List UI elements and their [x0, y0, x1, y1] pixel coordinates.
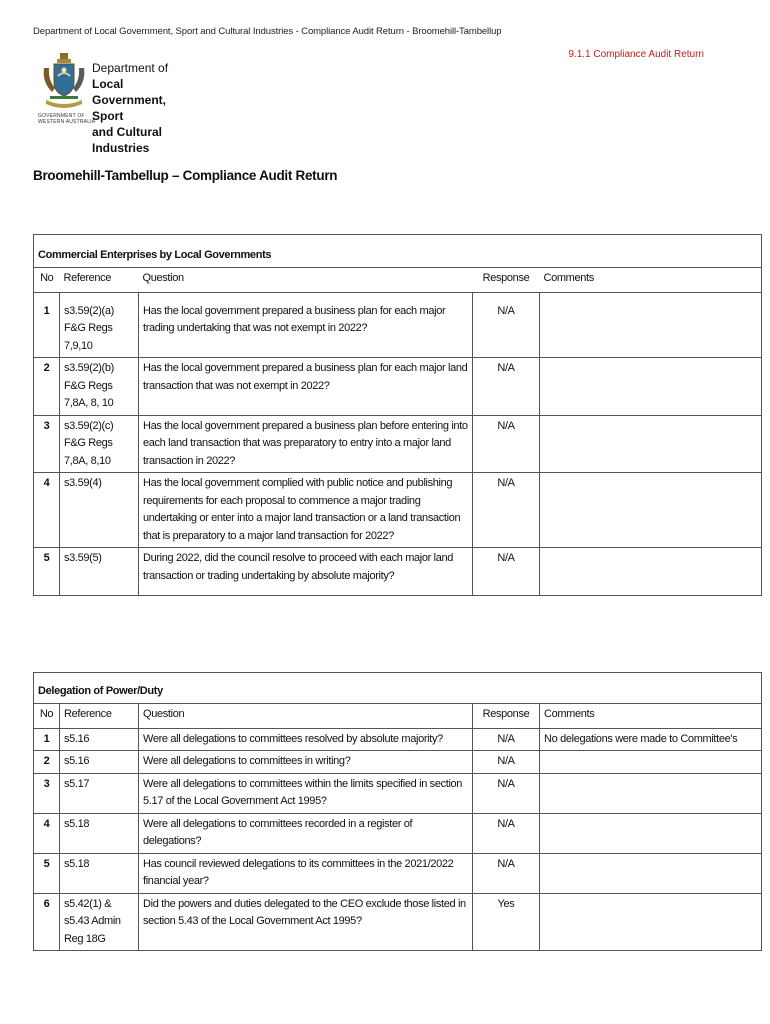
row-no: 3: [34, 415, 60, 473]
col-response: Response: [473, 267, 540, 292]
row-comments: [540, 853, 762, 893]
row-question: Has the local government prepared a business plan for each major trading undertaking that was not exempt in 2022?: [139, 292, 473, 358]
row-no: 4: [34, 813, 60, 853]
row-reference: s5.16: [60, 728, 139, 751]
row-comments: [540, 813, 762, 853]
department-name: [92, 60, 198, 156]
row-response: N/A: [473, 773, 540, 813]
row-no: 3: [34, 773, 60, 813]
table-row: [34, 751, 762, 774]
row-question: Were all delegations to committees within the limits specified in section 5.17 of the Local Government Act 1995?: [139, 773, 473, 813]
col-question: Question: [139, 703, 473, 728]
government-label-line1: GOVERNMENT OF: [38, 113, 85, 119]
row-reference: s5.42(1) & s5.43 Admin Reg 18G: [60, 893, 139, 951]
delegation-table: [33, 672, 762, 951]
row-reference: s5.16: [60, 751, 139, 774]
row-response: N/A: [473, 415, 540, 473]
row-question: During 2022, did the council resolve to proceed with each major land transaction or trading undertaking by absolute majority?: [139, 548, 473, 596]
section-header: [34, 235, 762, 268]
row-question: Did the powers and duties delegated to the CEO exclude those listed in section 5.43 of the Local Government Act 1995?: [139, 893, 473, 951]
government-label: [38, 113, 95, 125]
row-response: N/A: [473, 358, 540, 416]
row-reference: s5.18: [60, 853, 139, 893]
row-comments: [540, 358, 762, 416]
government-label-line2: WESTERN AUSTRALIA: [38, 119, 96, 125]
row-reference: s3.59(2)(c) F&G Regs 7,8A, 8,10: [60, 415, 139, 473]
row-no: 1: [34, 728, 60, 751]
row-reference: s5.17: [60, 773, 139, 813]
row-response: N/A: [473, 473, 540, 548]
document-title: Broomehill-Tambellup – Compliance Audit Return: [33, 168, 338, 183]
row-comments: [540, 292, 762, 358]
section-header: [34, 673, 762, 704]
row-comments: [540, 773, 762, 813]
row-reference: s3.59(2)(b) F&G Regs 7,8A, 8, 10: [60, 358, 139, 416]
row-no: 6: [34, 893, 60, 951]
coat-of-arms-icon: [40, 52, 88, 112]
row-no: 1: [34, 292, 60, 358]
section-title: Commercial Enterprises by Local Governments: [34, 235, 762, 268]
row-reference: s3.59(5): [60, 548, 139, 596]
row-question: Were all delegations to committees recorded in a register of delegations?: [139, 813, 473, 853]
department-name-line2: Local Government, Sport: [92, 77, 167, 123]
row-comments: [540, 751, 762, 774]
row-response: N/A: [473, 292, 540, 358]
running-head: Department of Local Government, Sport and Cultural Industries - Compliance Audit Return - Broomehill-Tambellup: [33, 26, 502, 37]
row-response: Yes: [473, 893, 540, 951]
table-row: [34, 813, 762, 853]
row-question: Has the local government complied with public notice and publishing requirements for each proposal to commence a major trading undertaking or enter into a major land transaction or a land transaction that is preparatory to a major land transaction for 2022?: [139, 473, 473, 548]
row-response: N/A: [473, 813, 540, 853]
row-comments: [540, 893, 762, 951]
table-row: [34, 473, 762, 548]
row-no: 5: [34, 548, 60, 596]
column-header-row: [34, 703, 762, 728]
table-row: [34, 548, 762, 596]
row-reference: s5.18: [60, 813, 139, 853]
row-question: Has council reviewed delegations to its committees in the 2021/2022 financial year?: [139, 853, 473, 893]
department-logo: [38, 52, 198, 155]
col-question: Question: [139, 267, 473, 292]
column-header-row: [34, 267, 762, 292]
section-reference: 9.1.1 Compliance Audit Return: [568, 49, 704, 60]
col-no: No: [34, 703, 60, 728]
row-response: N/A: [473, 728, 540, 751]
col-response: Response: [473, 703, 540, 728]
row-no: 2: [34, 358, 60, 416]
row-reference: s3.59(2)(a) F&G Regs 7,9,10: [60, 292, 139, 358]
table-row: [34, 358, 762, 416]
row-comments: [540, 548, 762, 596]
row-response: N/A: [473, 853, 540, 893]
row-no: 4: [34, 473, 60, 548]
col-no: No: [34, 267, 60, 292]
table-row: [34, 292, 762, 358]
table-row: [34, 415, 762, 473]
row-response: N/A: [473, 751, 540, 774]
row-response: N/A: [473, 548, 540, 596]
department-name-line3: and Cultural Industries: [92, 125, 163, 155]
row-question: Were all delegations to committees resolved by absolute majority?: [139, 728, 473, 751]
row-question: Has the local government prepared a business plan before entering into each land transaction that was preparatory to entry into a major land transaction in 2022?: [139, 415, 473, 473]
table-row: [34, 893, 762, 951]
section-title: Delegation of Power/Duty: [34, 673, 762, 704]
table-row: [34, 773, 762, 813]
col-reference: Reference: [60, 267, 139, 292]
col-reference: Reference: [60, 703, 139, 728]
row-reference: s3.59(4): [60, 473, 139, 548]
department-name-line1: Department of: [92, 61, 169, 75]
table-row: [34, 853, 762, 893]
row-comments: No delegations were made to Committee's: [540, 728, 762, 751]
row-comments: [540, 473, 762, 548]
col-comments: Comments: [540, 267, 762, 292]
table-row: [34, 728, 762, 751]
row-no: 5: [34, 853, 60, 893]
row-question: Has the local government prepared a business plan for each major land transaction that was not exempt in 2022?: [139, 358, 473, 416]
row-comments: [540, 415, 762, 473]
row-no: 2: [34, 751, 60, 774]
row-question: Were all delegations to committees in writing?: [139, 751, 473, 774]
col-comments: Comments: [540, 703, 762, 728]
commercial-enterprises-table: [33, 234, 762, 596]
